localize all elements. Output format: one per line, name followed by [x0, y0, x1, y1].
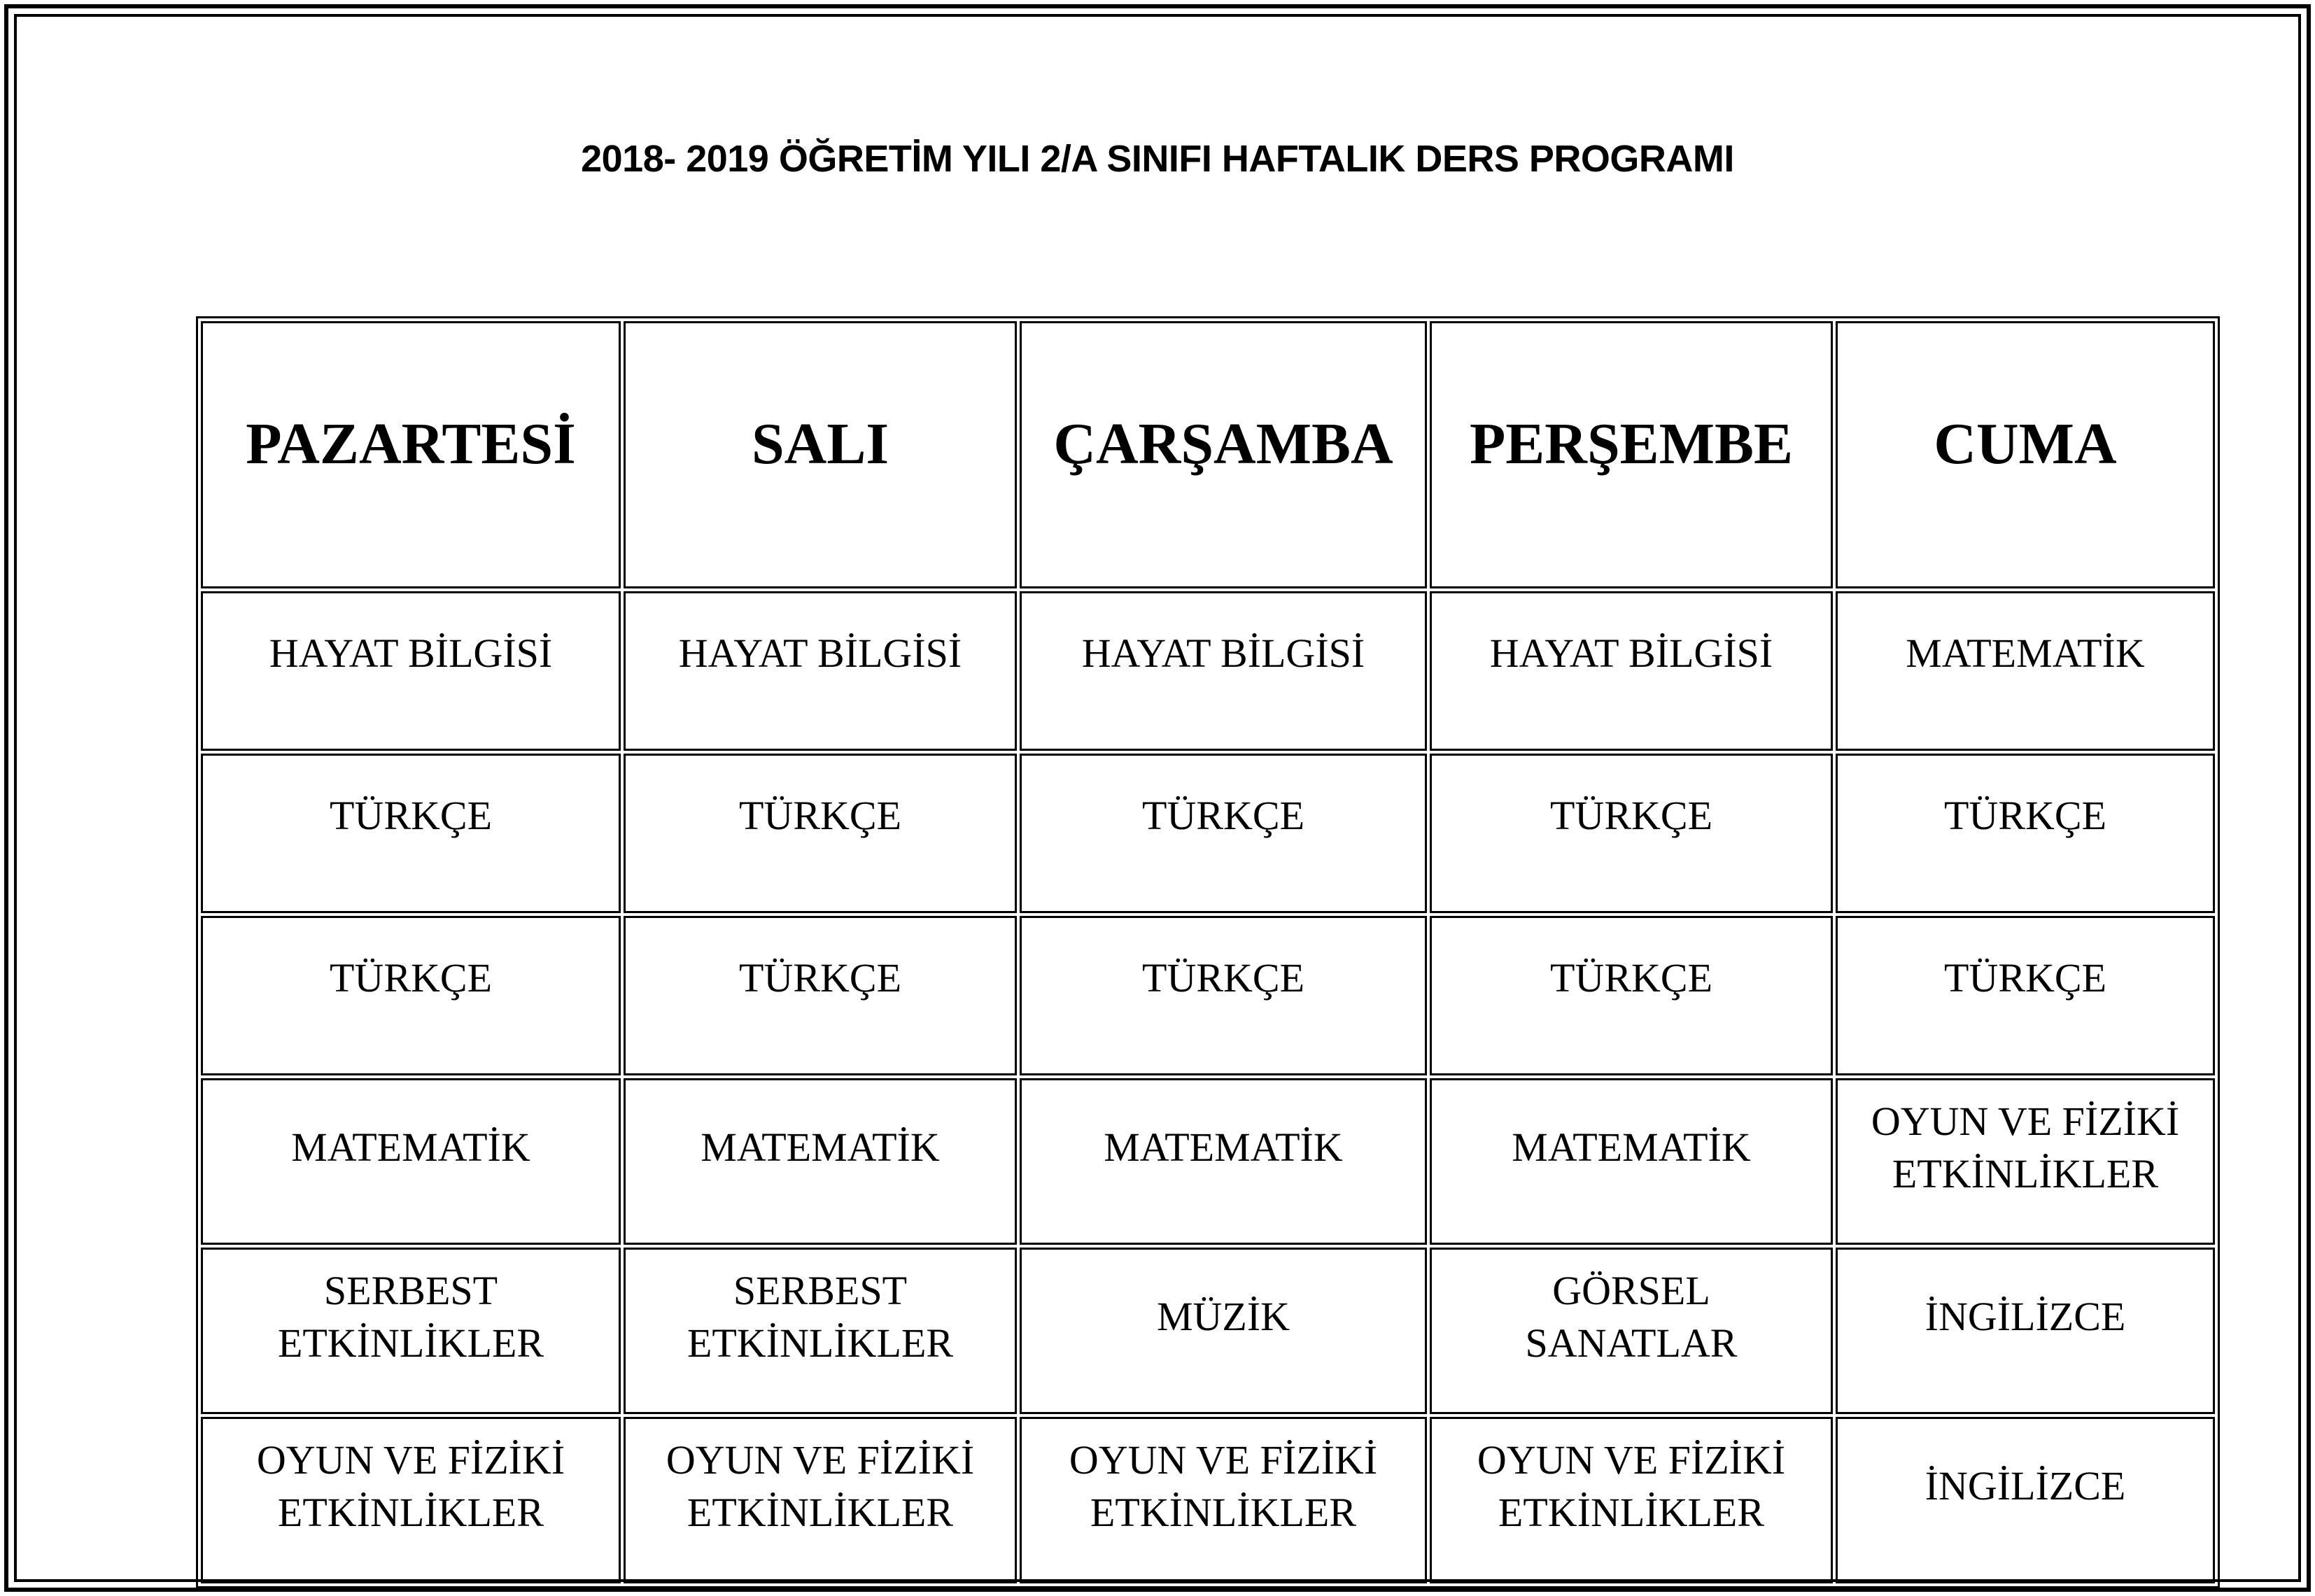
- lesson-cell: TÜRKÇE: [1020, 916, 1427, 1075]
- document-title: 2018- 2019 ÖĞRETİM YILI 2/A SINIFI HAFTALIK DERS PROGRAMI: [581, 138, 1734, 180]
- weekly-schedule-table: [196, 316, 2220, 1588]
- lesson-cell: MATEMATİK: [1020, 1078, 1427, 1245]
- lesson-cell: TÜRKÇE: [624, 916, 1017, 1075]
- lesson-row-5: [201, 1248, 2215, 1414]
- lesson-cell: TÜRKÇE: [1836, 754, 2215, 913]
- lesson-cell: TÜRKÇE: [1430, 916, 1833, 1075]
- lesson-cell: GÖRSEL SANATLAR: [1430, 1248, 1833, 1414]
- lesson-cell: İNGİLİZCE: [1836, 1248, 2215, 1414]
- lesson-cell: İNGİLİZCE: [1836, 1417, 2215, 1583]
- lesson-row-3: [201, 916, 2215, 1075]
- lesson-row-6: [201, 1417, 2215, 1583]
- lesson-cell: MÜZİK: [1020, 1248, 1427, 1414]
- lesson-row-2: [201, 754, 2215, 913]
- lesson-cell: SERBEST ETKİNLİKLER: [624, 1248, 1017, 1414]
- lesson-cell: MATEMATİK: [624, 1078, 1017, 1245]
- lesson-cell: OYUN VE FİZİKİ ETKİNLİKLER: [201, 1417, 621, 1583]
- lesson-cell: OYUN VE FİZİKİ ETKİNLİKLER: [1020, 1417, 1427, 1583]
- day-header-friday: CUMA: [1836, 321, 2215, 588]
- lesson-cell: OYUN VE FİZİKİ ETKİNLİKLER: [1430, 1417, 1833, 1583]
- lesson-cell: MATEMATİK: [1836, 591, 2215, 751]
- lesson-cell: TÜRKÇE: [201, 754, 621, 913]
- lesson-cell: OYUN VE FİZİKİ ETKİNLİKLER: [624, 1417, 1017, 1583]
- day-header-monday: PAZARTESİ: [201, 321, 621, 588]
- day-header-thursday: PERŞEMBE: [1430, 321, 1833, 588]
- lesson-cell: HAYAT BİLGİSİ: [1430, 591, 1833, 751]
- lesson-row-1: [201, 591, 2215, 751]
- lesson-row-4: [201, 1078, 2215, 1245]
- lesson-cell: OYUN VE FİZİKİ ETKİNLİKLER: [1836, 1078, 2215, 1245]
- lesson-cell: TÜRKÇE: [1836, 916, 2215, 1075]
- lesson-cell: TÜRKÇE: [1430, 754, 1833, 913]
- lesson-cell: HAYAT BİLGİSİ: [624, 591, 1017, 751]
- day-header-tuesday: SALI: [624, 321, 1017, 588]
- lesson-cell: TÜRKÇE: [201, 916, 621, 1075]
- lesson-cell: TÜRKÇE: [1020, 754, 1427, 913]
- lesson-cell: MATEMATİK: [1430, 1078, 1833, 1245]
- lesson-cell: SERBEST ETKİNLİKLER: [201, 1248, 621, 1414]
- lesson-cell: HAYAT BİLGİSİ: [1020, 591, 1427, 751]
- lesson-cell: MATEMATİK: [201, 1078, 621, 1245]
- lesson-cell: TÜRKÇE: [624, 754, 1017, 913]
- day-header-wednesday: ÇARŞAMBA: [1020, 321, 1427, 588]
- day-header-row: [201, 321, 2215, 588]
- lesson-cell: HAYAT BİLGİSİ: [201, 591, 621, 751]
